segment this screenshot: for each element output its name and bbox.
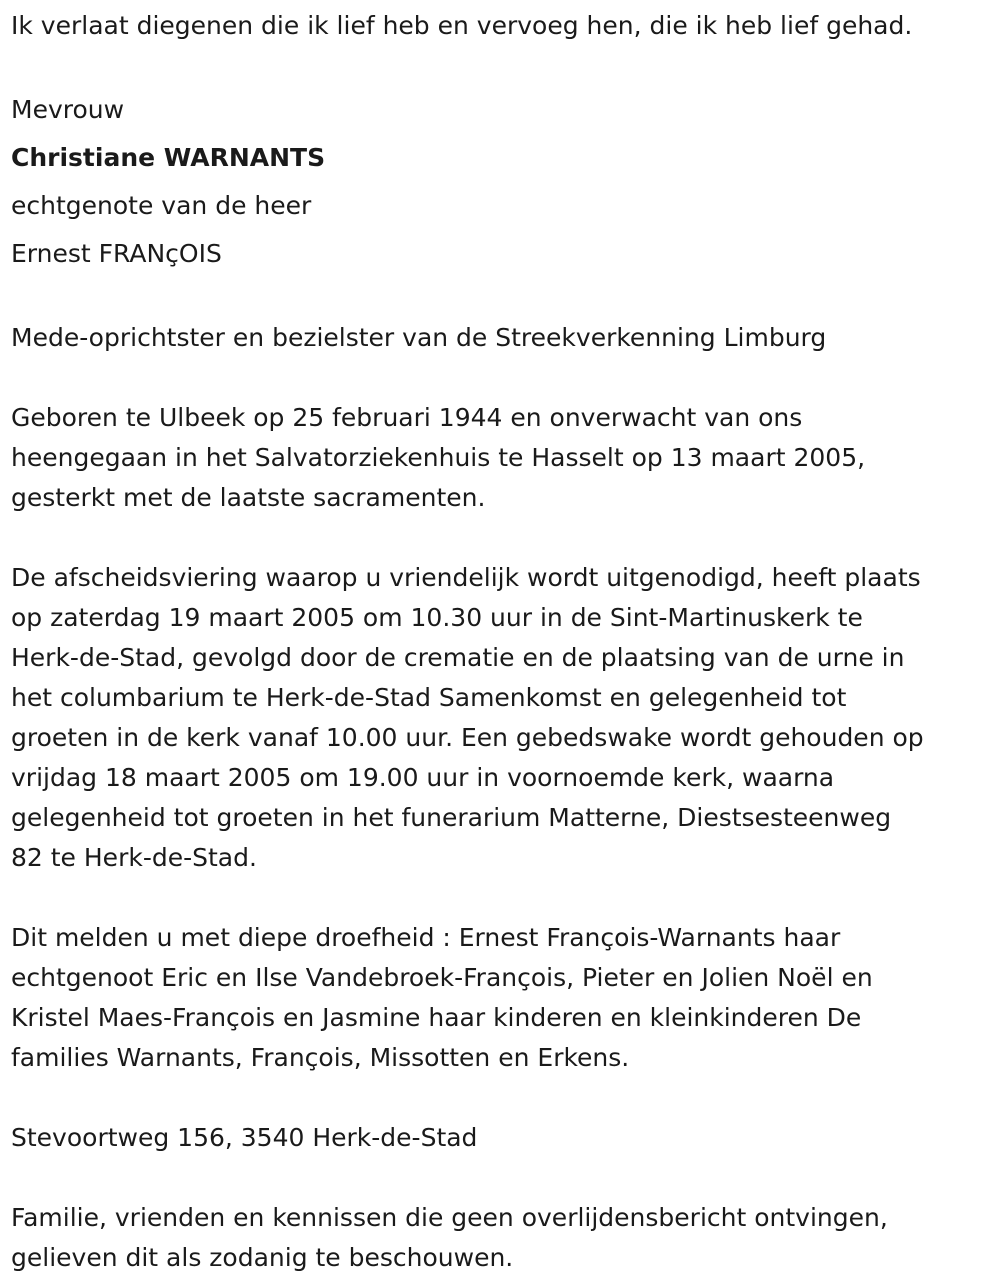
obituary-document — [11, 6, 991, 1278]
closing-paragraph — [11, 1198, 991, 1278]
paragraph-line: gelegenheid tot groeten in het funerarium Matterne, Diestsesteenweg — [11, 803, 892, 832]
paragraph-line: echtgenoot Eric en Ilse Vandebroek-François, Pieter en Jolien Noël en — [11, 963, 873, 992]
paragraph-line: het columbarium te Herk-de-Stad Samenkomst en gelegenheid tot — [11, 683, 847, 712]
spacer — [11, 278, 991, 318]
role-text: Mede-oprichtster en bezielster van de Streekverkenning Limburg — [11, 323, 827, 352]
spacer — [11, 878, 991, 918]
spacer — [11, 1158, 991, 1198]
relation-text: echtgenote van de heer — [11, 191, 312, 220]
paragraph-line: Herk-de-Stad, gevolgd door de crematie en de plaatsing van de urne in — [11, 643, 905, 672]
paragraph-line: Geboren te Ulbeek op 25 februari 1944 en onverwacht van ons — [11, 403, 803, 432]
spacer — [11, 1078, 991, 1118]
header-block — [11, 86, 991, 278]
paragraph-line: families Warnants, François, Missotten en Erkens. — [11, 1043, 630, 1072]
ceremony-paragraph — [11, 558, 991, 878]
spouse-name: Ernest FRANçOIS — [11, 239, 222, 268]
opening-quote: Ik verlaat diegenen die ik lief heb en vervoeg hen, die ik heb lief gehad. — [11, 11, 913, 40]
paragraph-line: 82 te Herk-de-Stad. — [11, 843, 257, 872]
spacer — [11, 46, 991, 86]
paragraph-line: gesterkt met de laatste sacramenten. — [11, 483, 486, 512]
paragraph-line: heengegaan in het Salvatorziekenhuis te Hasselt op 13 maart 2005, — [11, 443, 866, 472]
address-text: Stevoortweg 156, 3540 Herk-de-Stad — [11, 1123, 478, 1152]
paragraph-line: Kristel Maes-François en Jasmine haar kinderen en kleinkinderen De — [11, 1003, 862, 1032]
paragraph-line: op zaterdag 19 maart 2005 om 10.30 uur in de Sint-Martinuskerk te — [11, 603, 863, 632]
spacer — [11, 358, 991, 398]
family-paragraph — [11, 918, 991, 1078]
paragraph-line: gelieven dit als zodanig te beschouwen. — [11, 1243, 514, 1272]
paragraph-line: De afscheidsviering waarop u vriendelijk wordt uitgenodigd, heeft plaats — [11, 563, 921, 592]
paragraph-line: Dit melden u met diepe droefheid : Ernest François-Warnants haar — [11, 923, 841, 952]
birth-death-paragraph — [11, 398, 991, 518]
salutation: Mevrouw — [11, 95, 125, 124]
spacer — [11, 518, 991, 558]
paragraph-line: vrijdag 18 maart 2005 om 19.00 uur in voornoemde kerk, waarna — [11, 763, 835, 792]
deceased-name: Christiane WARNANTS — [11, 143, 326, 172]
paragraph-line: groeten in de kerk vanaf 10.00 uur. Een gebedswake wordt gehouden op — [11, 723, 924, 752]
paragraph-line: Familie, vrienden en kennissen die geen overlijdensbericht ontvingen, — [11, 1203, 888, 1232]
